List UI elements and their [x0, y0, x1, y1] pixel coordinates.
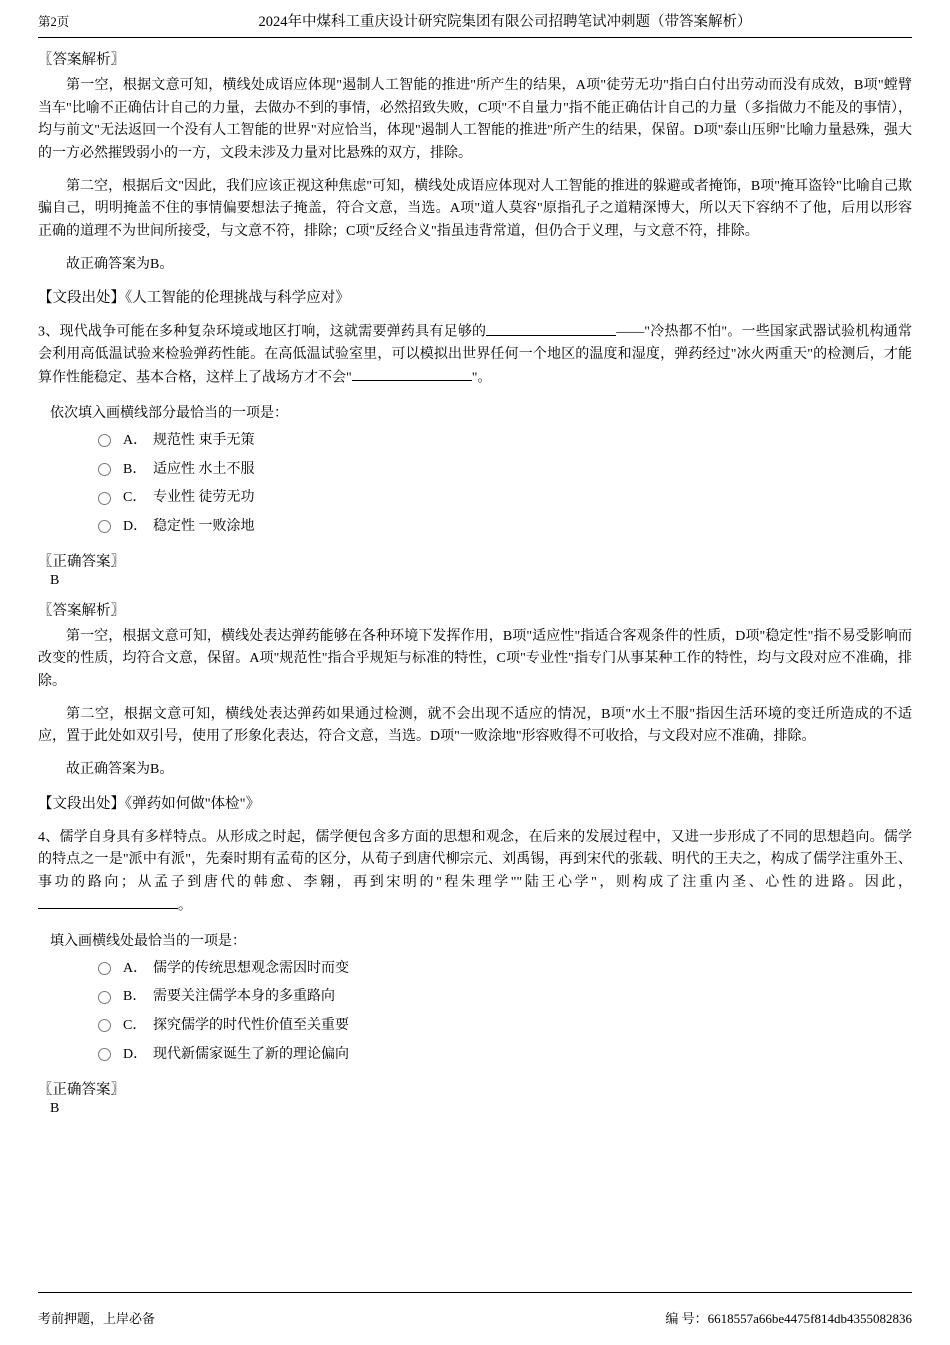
- option-letter: A．: [123, 960, 148, 976]
- option-letter: C．: [123, 490, 147, 506]
- option-item[interactable]: [98, 958, 912, 980]
- question-3-options: [38, 430, 912, 538]
- option-letter: D．: [123, 1046, 148, 1062]
- option-letter: B．: [123, 461, 147, 477]
- footer-serial-value: 6618557a66be4475f814db4355082836: [707, 1311, 912, 1326]
- header-divider: [38, 37, 912, 38]
- page-footer: [38, 1308, 912, 1327]
- conclusion-1: 故正确答案为B。: [66, 256, 174, 272]
- option-item[interactable]: [98, 986, 912, 1008]
- question-4-text-a: 儒学自身具有多样特点。从形成之时起，儒学便包含多方面的思想和观念，在后来的发展过程中，又进一步形成了不同的思想趋向。儒学的特点之一是"派中有派"，先秦时期有孟荀的区分，从荀子到唐代柳宗元、刘禹锡，再到宋代的张载、明代的王夫之，构成了儒学注重外王、事功的路向；从孟子到唐代的韩愈、李翱，再到宋明的"程朱理学""陆王心学"，则构成了注重内圣、心性的进路。因此，: [38, 829, 913, 891]
- option-label: 规范性 束手无策: [153, 432, 255, 448]
- option-item[interactable]: [98, 1015, 912, 1037]
- source-label-2: 【文段出处】《弹药如何做"体检"》: [38, 795, 261, 812]
- option-label: 稳定性 一败涂地: [153, 519, 255, 535]
- analysis-label-1: 〖答案解析〗: [38, 52, 125, 68]
- question-3-prompt: 依次填入画横线部分最恰当的一项是：: [50, 405, 288, 421]
- analysis-label-2: 〖答案解析〗: [38, 602, 125, 619]
- conclusion-2: 故正确答案为B。: [66, 762, 174, 778]
- option-item[interactable]: [98, 487, 912, 509]
- option-item[interactable]: [98, 430, 912, 452]
- document-title: 2024年中煤科工重庆设计研究院集团有限公司招聘笔试冲刺题（带答案解析）: [258, 14, 752, 30]
- footer-serial: [665, 1308, 912, 1327]
- question-3-text-c: "。: [471, 370, 492, 386]
- analysis-paragraph-3: 第一空，根据文意可知，横线处表达弹药能够在各种环境下发挥作用，B项"适应性"指适合客观条件的性质，D项"稳定性"指不易受影响而改变的性质，均符合文意，保留。A项"规范性"指合乎规矩与标准的特性，C项"专业性"指专门从事某种工作的特性，均与文段对应不准确，排除。: [38, 628, 912, 690]
- footer-divider: [38, 1292, 912, 1293]
- option-label: 需要关注儒学本身的多重路向: [153, 989, 335, 1005]
- radio-icon[interactable]: [98, 1048, 111, 1061]
- footer-serial-label: 编 号：: [665, 1311, 708, 1326]
- radio-icon[interactable]: [98, 1019, 111, 1032]
- question-4-stem: [38, 827, 912, 918]
- footer-slogan: 考前押题，上岸必备: [38, 1311, 156, 1326]
- option-label: 适应性 水土不服: [153, 461, 255, 477]
- radio-icon[interactable]: [98, 520, 111, 533]
- radio-icon[interactable]: [98, 463, 111, 476]
- answer-label-2: 〖正确答案〗: [38, 553, 125, 570]
- option-letter: A．: [123, 432, 148, 448]
- question-4-prompt: 填入画横线处最恰当的一项是：: [50, 933, 246, 949]
- page-header: [38, 0, 912, 31]
- option-letter: D．: [123, 519, 148, 535]
- radio-icon[interactable]: [98, 962, 111, 975]
- option-label: 探究儒学的时代性价值至关重要: [153, 1018, 349, 1034]
- page-number: 第2页: [38, 15, 70, 29]
- answer-label-3: 〖正确答案〗: [38, 1081, 125, 1098]
- question-4-text-b: 。: [178, 898, 192, 914]
- analysis-paragraph-2: 第二空，根据后文"因此，我们应该正视这种焦虑"可知，横线处成语应体现对人工智能的推进的躲避或者掩饰，B项"掩耳盗铃"比喻自己欺骗自己，明明掩盖不住的事情偏要想法子掩盖，符合文意，当选。A项"道人莫容"原指孔子之道精深博大，所以天下容纳不了他，后用以形容正确的道理不为世间所接受，与文意不符，排除；C项"反经合义"指虽违背常道，但仍合于义理，与文意不符，排除。: [38, 178, 912, 240]
- option-label: 专业性 徒劳无功: [153, 490, 255, 506]
- question-3-blank-2: [352, 367, 472, 381]
- question-4-blank-1: [38, 895, 178, 909]
- question-3-number: 3、: [38, 324, 60, 340]
- question-4-number: 4、: [38, 829, 60, 845]
- answer-value-3: B: [50, 1100, 60, 1116]
- option-item[interactable]: [98, 516, 912, 538]
- answer-value-2: B: [50, 572, 60, 588]
- question-3-blank-1: [486, 321, 616, 335]
- question-3-text-a: 现代战争可能在多种复杂环境或地区打响，这就需要弹药具有足够的: [59, 324, 487, 340]
- radio-icon[interactable]: [98, 991, 111, 1004]
- option-item[interactable]: [98, 459, 912, 481]
- option-label: 现代新儒家诞生了新的理论偏向: [153, 1046, 349, 1062]
- radio-icon[interactable]: [98, 434, 111, 447]
- radio-icon[interactable]: [98, 492, 111, 505]
- source-label-1: 【文段出处】《人工智能的伦理挑战与科学应对》: [38, 290, 350, 307]
- question-3-text-b: ——"冷热都不怕"。一些国家武器试验机构通常会利用高低温试验来检验弹药性能。在高低温试验室里，可以模拟出世界任何一个地区的温度和湿度，弹药经过"冰火两重天"的检测后，才能算作性能稳定、基本合格，这样上了战场方才不会": [38, 324, 913, 386]
- analysis-paragraph-1: 第一空，根据文意可知，横线处成语应体现"遏制人工智能的推进"所产生的结果，A项"徒劳无功"指白白付出劳动而没有成效，B项"螳臂当车"比喻不正确估计自己的力量，去做办不到的事情，必然招致失败，C项"不自量力"指不能正确估计自己的力量（多指做力不能及的事情），均与前文"无法返回一个没有人工智能的世界"对应恰当，体现"遏制人工智能的推进"所产生的结果，保留。D项"泰山压卵"比喻力量悬殊，强大的一方必然摧毁弱小的一方，文段未涉及力量对比悬殊的双方，排除。: [38, 78, 912, 162]
- option-label: 儒学的传统思想观念需因时而变: [153, 960, 349, 976]
- option-letter: C．: [123, 1018, 147, 1034]
- option-item[interactable]: [98, 1044, 912, 1066]
- question-4-options: [38, 958, 912, 1066]
- option-letter: B．: [123, 989, 147, 1005]
- question-3-stem: [38, 321, 912, 390]
- analysis-paragraph-4: 第二空，根据文意可知，横线处表达弹药如果通过检测，就不会出现不适应的情况，B项"水土不服"指因生活环境的变迁所造成的不适应，置于此处如双引号，使用了形象化表达，符合文意，当选。D项"一败涂地"形容败得不可收拾，与文段对应不准确，排除。: [38, 706, 912, 745]
